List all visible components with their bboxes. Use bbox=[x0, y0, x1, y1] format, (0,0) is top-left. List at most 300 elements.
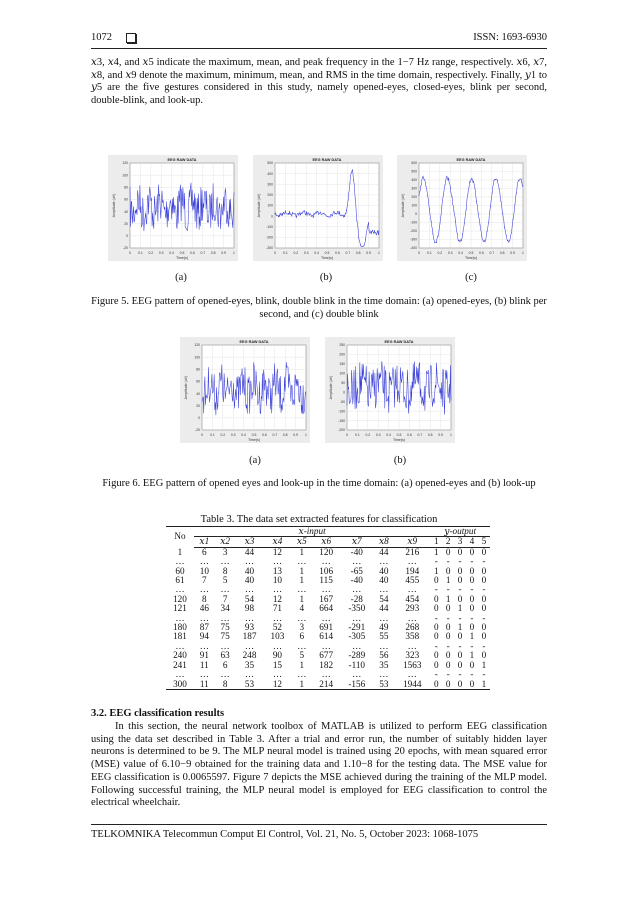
table-cell: - bbox=[434, 669, 438, 680]
table-cell: 6 bbox=[299, 631, 305, 642]
x-tick-label: 0.9 bbox=[438, 433, 443, 437]
table-cell: 216 bbox=[405, 546, 420, 557]
table-cell: 0 bbox=[433, 603, 439, 614]
table-cell: 120 bbox=[319, 546, 334, 557]
table-cell: 15 bbox=[272, 659, 283, 670]
x-tick-label: 0.2 bbox=[293, 251, 299, 255]
y-tick-label: 60 bbox=[124, 197, 128, 202]
table-cell: 240 bbox=[173, 650, 187, 661]
x-tick-label: 0.4 bbox=[241, 433, 246, 437]
table-cell: 1 bbox=[457, 603, 463, 614]
y-tick-label: -200 bbox=[266, 235, 273, 240]
x-tick-label: 0.5 bbox=[251, 433, 257, 437]
table-cell: … bbox=[272, 584, 283, 595]
table-cell: 6 bbox=[202, 546, 207, 557]
table-cell: … bbox=[352, 640, 362, 651]
table-cell: 55 bbox=[379, 631, 389, 642]
table-cell: … bbox=[297, 556, 307, 567]
table-cell: 10 bbox=[272, 575, 283, 586]
x-axis-label: Time(s) bbox=[320, 256, 334, 260]
table-cell: 1 bbox=[433, 565, 439, 576]
table-cell: 0 bbox=[442, 680, 454, 690]
table3-input-group: 𝑥-input bbox=[194, 527, 430, 537]
table-cell: … bbox=[220, 612, 230, 623]
y-tick-label: 80 bbox=[196, 367, 200, 372]
table-cell: … bbox=[272, 640, 283, 651]
table-cell: … bbox=[244, 640, 255, 651]
table-cell: 0 bbox=[469, 659, 475, 670]
table-cell: … bbox=[379, 640, 389, 651]
table-cell: - bbox=[446, 584, 450, 595]
y-tick-label: 120 bbox=[122, 161, 128, 166]
table-cell: 52 bbox=[272, 622, 283, 633]
y-tick-label: 50 bbox=[341, 380, 345, 385]
x-tick-label: 0.4 bbox=[169, 251, 174, 255]
table-cell: 268 bbox=[405, 622, 420, 633]
y-tick-label: -20 bbox=[123, 246, 128, 251]
x-tick-label: 0.4 bbox=[314, 251, 319, 255]
y-axis-label: Amplitude (uV) bbox=[401, 193, 405, 218]
table-cell: 63 bbox=[220, 650, 230, 661]
table-cell: - bbox=[446, 669, 450, 680]
figure5-label-a: (a) bbox=[175, 272, 187, 283]
table-cell: 121 bbox=[173, 603, 187, 614]
figure6-label-b: (b) bbox=[393, 455, 407, 466]
table-cell: 11 bbox=[199, 659, 209, 670]
table-cell: … bbox=[321, 584, 331, 595]
y-tick-label: 80 bbox=[124, 185, 128, 190]
table-cell: 71 bbox=[272, 603, 283, 614]
table-cell: … bbox=[352, 612, 362, 623]
x-tick-label: 0.8 bbox=[499, 251, 505, 255]
figure5-caption: Figure 5. EEG pattern of opened-eyes, blink, double blink in the time domain: (a) opened-eyes, (b) blink per second, and (c) double blink bbox=[91, 296, 547, 320]
table-cell: 35 bbox=[244, 659, 255, 670]
table-cell: … bbox=[199, 669, 209, 680]
table-cell: 35 bbox=[379, 659, 389, 670]
figure5-label-b: (b) bbox=[319, 272, 333, 283]
table-cell: 300 bbox=[166, 680, 194, 690]
y-tick-label: 0 bbox=[343, 390, 345, 395]
x-tick-label: 0.2 bbox=[148, 251, 154, 255]
table-cell: 0 bbox=[457, 659, 463, 670]
table-cell: - bbox=[458, 612, 462, 623]
square-icon bbox=[126, 33, 136, 43]
table-cell: 8 bbox=[215, 680, 236, 690]
y-tick-label: -300 bbox=[410, 237, 417, 242]
x-tick-label: 1 bbox=[305, 433, 307, 437]
table-cell: 0 bbox=[433, 622, 439, 633]
y-tick-label: 0 bbox=[126, 234, 128, 239]
table-cell: … bbox=[175, 584, 185, 595]
y-axis-label: Amplitude (uV) bbox=[112, 193, 116, 218]
table-cell: 1 bbox=[291, 680, 312, 690]
table-cell: -156 bbox=[340, 680, 373, 690]
table-cell: 5 bbox=[222, 575, 228, 586]
table-cell: 34 bbox=[220, 603, 230, 614]
table3-output-group: 𝑦-output bbox=[430, 527, 490, 537]
table-cell: … bbox=[297, 669, 307, 680]
table-cell: 0 bbox=[481, 650, 487, 661]
table3-col-header: 4 bbox=[466, 537, 478, 547]
table-cell: 182 bbox=[319, 659, 334, 670]
table-cell: … bbox=[220, 640, 230, 651]
x-tick-label: 0.3 bbox=[158, 251, 164, 255]
plot-title: EEG RAW DATA bbox=[384, 340, 414, 344]
table-cell: 7 bbox=[222, 593, 228, 604]
table3-col-header: 5 bbox=[478, 537, 490, 547]
table-cell: 0 bbox=[445, 603, 451, 614]
table-cell: - bbox=[458, 584, 462, 595]
table-cell: 0 bbox=[433, 575, 439, 586]
figure6-panel-b bbox=[325, 337, 455, 448]
eeg-plot bbox=[325, 337, 455, 443]
table-cell: 1 bbox=[433, 546, 439, 557]
figure5-panel-b bbox=[253, 155, 383, 266]
table-cell: - bbox=[470, 640, 474, 651]
table-cell: 40 bbox=[244, 575, 255, 586]
table-cell: 241 bbox=[173, 659, 187, 670]
table-cell: … bbox=[352, 556, 362, 567]
table-cell: 8 bbox=[202, 593, 207, 604]
y-tick-label: 20 bbox=[124, 221, 128, 226]
table-cell: 13 bbox=[272, 565, 283, 576]
table-cell: 0 bbox=[445, 565, 451, 576]
table-cell: 1 bbox=[457, 622, 463, 633]
table-cell: 75 bbox=[220, 622, 230, 633]
table-cell: 0 bbox=[445, 650, 451, 661]
x-tick-label: 0.2 bbox=[220, 433, 226, 437]
table-cell: - bbox=[434, 612, 438, 623]
table-cell: - bbox=[482, 584, 486, 595]
table-cell: - bbox=[470, 612, 474, 623]
table-cell: 0 bbox=[457, 650, 463, 661]
table-cell: 53 bbox=[236, 680, 264, 690]
table-cell: 120 bbox=[173, 593, 187, 604]
table-cell: 167 bbox=[319, 593, 334, 604]
table-cell: … bbox=[407, 612, 417, 623]
table3-col-header: 𝑥1 bbox=[194, 537, 215, 547]
y-tick-label: 100 bbox=[339, 371, 345, 376]
table-cell: … bbox=[199, 612, 209, 623]
table3-col-header: 𝑥8 bbox=[373, 537, 394, 547]
table-cell: 12 bbox=[263, 680, 291, 690]
eeg-plot bbox=[108, 155, 238, 261]
table-cell: 0 bbox=[433, 593, 439, 604]
table-cell: 1 bbox=[481, 659, 487, 670]
table-cell: … bbox=[244, 612, 255, 623]
page-footer: TELKOMNIKA Telecommun Comput El Control, Vol. 21, No. 5, October 2023: 1068-1075 bbox=[91, 829, 479, 840]
table-cell: … bbox=[272, 669, 283, 680]
table-cell: … bbox=[199, 584, 209, 595]
table-cell: - bbox=[482, 556, 486, 567]
table-cell: 44 bbox=[379, 603, 389, 614]
x-tick-label: 0.9 bbox=[221, 251, 226, 255]
table-cell: 293 bbox=[405, 603, 420, 614]
table-cell: -40 bbox=[350, 575, 363, 586]
y-axis-label: Amplitude (uV) bbox=[329, 375, 333, 400]
y-tick-label: 60 bbox=[196, 379, 200, 384]
y-tick-label: -20 bbox=[195, 428, 200, 433]
section-heading: 3.2. EEG classification results bbox=[91, 708, 225, 719]
table-cell: 115 bbox=[319, 575, 333, 586]
table-cell: … bbox=[220, 584, 230, 595]
x-tick-label: 0.1 bbox=[210, 433, 215, 437]
table-cell: 44 bbox=[379, 546, 389, 557]
y-tick-label: 0 bbox=[415, 212, 417, 217]
table-cell: 614 bbox=[319, 631, 334, 642]
table-cell: 0 bbox=[430, 680, 442, 690]
table-cell: … bbox=[175, 669, 185, 680]
table-cell: -289 bbox=[348, 650, 366, 661]
x-tick-label: 0.8 bbox=[427, 433, 433, 437]
table-cell: 1 bbox=[299, 546, 305, 557]
table3-col-header: 𝑥7 bbox=[340, 537, 373, 547]
y-tick-label: 100 bbox=[194, 355, 200, 360]
y-tick-label: 100 bbox=[122, 173, 128, 178]
table-cell: 0 bbox=[481, 546, 487, 557]
table-cell: 677 bbox=[319, 650, 334, 661]
x-tick-label: 0.7 bbox=[345, 251, 351, 255]
table-cell: 455 bbox=[405, 575, 420, 586]
x-tick-label: 0 bbox=[274, 251, 276, 255]
table-cell: - bbox=[482, 612, 486, 623]
table-cell: - bbox=[434, 584, 438, 595]
table-cell: 0 bbox=[433, 659, 439, 670]
table-cell: 0 bbox=[481, 603, 487, 614]
table-cell: 106 bbox=[319, 565, 334, 576]
table-cell: - bbox=[482, 669, 486, 680]
table-cell: 0 bbox=[445, 659, 451, 670]
table3 bbox=[166, 526, 490, 690]
table-cell: 44 bbox=[244, 546, 255, 557]
table-row bbox=[166, 680, 490, 690]
table-cell: 323 bbox=[405, 650, 420, 661]
table-cell: … bbox=[297, 612, 307, 623]
table-cell: 12 bbox=[272, 593, 283, 604]
y-tick-label: -100 bbox=[266, 224, 273, 229]
x-tick-label: 0.4 bbox=[458, 251, 463, 255]
table-cell: 0 bbox=[481, 565, 487, 576]
table-cell: 0 bbox=[445, 622, 451, 633]
table-cell: … bbox=[407, 556, 417, 567]
x-tick-label: 1 bbox=[450, 433, 452, 437]
table-cell: - bbox=[458, 556, 462, 567]
footer-rule bbox=[91, 824, 547, 825]
table-cell: 0 bbox=[469, 565, 475, 576]
y-axis-label: Amplitude (uV) bbox=[257, 193, 261, 218]
table-cell: 103 bbox=[270, 631, 285, 642]
table-cell: … bbox=[297, 584, 307, 595]
y-tick-label: -100 bbox=[338, 409, 345, 414]
table-cell: - bbox=[470, 556, 474, 567]
table-cell: 214 bbox=[312, 680, 340, 690]
table-cell: … bbox=[352, 584, 362, 595]
table-cell: 664 bbox=[319, 603, 334, 614]
table-cell: -28 bbox=[350, 593, 363, 604]
x-tick-label: 0.3 bbox=[230, 433, 236, 437]
table-cell: 3 bbox=[222, 546, 228, 557]
table-cell: … bbox=[407, 640, 417, 651]
table-cell: 1 bbox=[299, 593, 305, 604]
plot-title: EEG RAW DATA bbox=[312, 158, 342, 162]
table-cell: 40 bbox=[379, 575, 389, 586]
plot-title: EEG RAW DATA bbox=[456, 158, 486, 162]
x-tick-label: 0.7 bbox=[200, 251, 206, 255]
table-cell: … bbox=[379, 556, 389, 567]
y-tick-label: 250 bbox=[339, 343, 345, 348]
table-cell: 0 bbox=[457, 575, 463, 586]
y-tick-label: -50 bbox=[340, 399, 345, 404]
table-cell: 0 bbox=[481, 593, 487, 604]
x-axis-label: Time(s) bbox=[392, 438, 406, 442]
y-tick-label: -300 bbox=[266, 246, 273, 251]
x-tick-label: 0.6 bbox=[262, 433, 267, 437]
x-tick-label: 0.3 bbox=[375, 433, 381, 437]
table-cell: 0 bbox=[433, 631, 439, 642]
x-tick-label: 0.5 bbox=[324, 251, 330, 255]
table-cell: 10 bbox=[199, 565, 209, 576]
x-tick-label: 0.2 bbox=[365, 433, 371, 437]
table-cell: … bbox=[352, 669, 362, 680]
x-axis-label: Time(s) bbox=[464, 256, 478, 260]
x-tick-label: 0.6 bbox=[479, 251, 484, 255]
table-cell: 1944 bbox=[394, 680, 430, 690]
figure5-label-c: (c) bbox=[465, 272, 477, 283]
y-tick-label: 200 bbox=[339, 352, 345, 357]
y-tick-label: 0 bbox=[271, 214, 273, 219]
table-cell: 54 bbox=[244, 593, 255, 604]
table-cell: … bbox=[175, 612, 185, 623]
x-tick-label: 0.6 bbox=[335, 251, 340, 255]
y-tick-label: 0 bbox=[198, 416, 200, 421]
table-cell: 11 bbox=[194, 680, 215, 690]
x-tick-label: 0.8 bbox=[210, 251, 216, 255]
table-cell: 0 bbox=[445, 631, 451, 642]
y-tick-label: 400 bbox=[267, 171, 273, 176]
table-cell: 53 bbox=[373, 680, 394, 690]
y-tick-label: 400 bbox=[411, 178, 417, 183]
table-cell: 61 bbox=[175, 575, 185, 586]
y-tick-label: 20 bbox=[196, 403, 200, 408]
table-cell: 0 bbox=[469, 546, 475, 557]
table-cell: … bbox=[321, 669, 331, 680]
y-tick-label: -150 bbox=[338, 418, 345, 423]
table-cell: 454 bbox=[405, 593, 420, 604]
x-tick-label: 0.7 bbox=[272, 433, 278, 437]
table-cell: 0 bbox=[433, 650, 439, 661]
table3-title: Table 3. The data set extracted features for classification bbox=[200, 514, 438, 525]
table-cell: 6 bbox=[222, 659, 228, 670]
table-cell: 0 bbox=[481, 575, 487, 586]
x-tick-label: 0.5 bbox=[396, 433, 402, 437]
table-cell: … bbox=[220, 556, 230, 567]
y-tick-label: 120 bbox=[194, 343, 200, 348]
x-tick-label: 0.3 bbox=[447, 251, 453, 255]
table-cell: 94 bbox=[199, 631, 209, 642]
x-tick-label: 0.1 bbox=[355, 433, 360, 437]
x-tick-label: 1 bbox=[233, 251, 235, 255]
table3-no-header: No bbox=[166, 527, 194, 548]
table-cell: -65 bbox=[350, 565, 363, 576]
table-cell: 91 bbox=[199, 650, 209, 661]
table3-col-header: 2 bbox=[442, 537, 454, 547]
table3-col-header: 𝑥9 bbox=[394, 537, 430, 547]
table-cell: 0 bbox=[457, 631, 463, 642]
table-cell: 56 bbox=[379, 650, 389, 661]
table-cell: 1 bbox=[445, 575, 451, 586]
table-cell: … bbox=[407, 584, 417, 595]
y-tick-label: -200 bbox=[410, 229, 417, 234]
table-cell: 93 bbox=[244, 622, 255, 633]
x-tick-label: 0.4 bbox=[386, 433, 391, 437]
header-rule bbox=[91, 48, 547, 49]
table-cell: … bbox=[175, 556, 185, 567]
table-cell: 46 bbox=[199, 603, 209, 614]
table-cell: 1 bbox=[478, 680, 490, 690]
x-tick-label: 0.1 bbox=[283, 251, 288, 255]
y-tick-label: -400 bbox=[410, 246, 417, 251]
x-tick-label: 0.8 bbox=[355, 251, 361, 255]
x-tick-label: 0.3 bbox=[303, 251, 309, 255]
table3-col-header: 𝑥3 bbox=[236, 537, 264, 547]
table-cell: … bbox=[199, 640, 209, 651]
table-cell: 60 bbox=[175, 565, 185, 576]
y-tick-label: 300 bbox=[267, 182, 273, 187]
table-cell: - bbox=[446, 640, 450, 651]
y-tick-label: 200 bbox=[267, 193, 273, 198]
y-tick-label: 600 bbox=[411, 161, 417, 166]
x-tick-label: 0.8 bbox=[282, 433, 288, 437]
table-cell: 0 bbox=[469, 593, 475, 604]
intro-paragraph: 𝑥3, 𝑥4, and 𝑥5 indicate the maximum, mean, and peak frequency in the 1−7 Hz range, respectively. 𝑥6, 𝑥7, 𝑥8, and 𝑥9 denote the maximum, minimum, mean, and RMS in the time domain, respectively. Finally, 𝑦1 to 𝑦5 are the five gestures considered in this study, namely opened-eyes, closed-eyes, blink per second, double-blink, and look-up. bbox=[91, 57, 547, 107]
table-cell: 54 bbox=[379, 593, 389, 604]
table-cell: … bbox=[272, 556, 283, 567]
figure6-panel-a bbox=[180, 337, 310, 448]
table-cell: 0 bbox=[469, 622, 475, 633]
plot-title: EEG RAW DATA bbox=[167, 158, 197, 162]
table3-col-header: 𝑥5 bbox=[291, 537, 312, 547]
x-tick-label: 0.9 bbox=[293, 433, 298, 437]
table-cell: … bbox=[321, 612, 331, 623]
table-cell: 0 bbox=[469, 575, 475, 586]
table-cell: 0 bbox=[466, 680, 478, 690]
table-cell: 691 bbox=[319, 622, 334, 633]
plot-title: EEG RAW DATA bbox=[239, 340, 269, 344]
table-cell: 0 bbox=[469, 603, 475, 614]
y-tick-label: 200 bbox=[411, 195, 417, 200]
y-tick-label: 500 bbox=[267, 161, 273, 166]
x-tick-label: 0 bbox=[418, 251, 420, 255]
table-cell: … bbox=[244, 556, 255, 567]
table-cell: 1 bbox=[469, 650, 475, 661]
table-cell: 1 bbox=[299, 659, 305, 670]
table-cell: 12 bbox=[272, 546, 283, 557]
figure6-label-a: (a) bbox=[249, 455, 261, 466]
table-cell: … bbox=[244, 584, 255, 595]
table-cell: 187 bbox=[242, 631, 257, 642]
table-cell: 1563 bbox=[403, 659, 422, 670]
y-axis-label: Amplitude (uV) bbox=[184, 375, 188, 400]
table-cell: 0 bbox=[457, 565, 463, 576]
table-cell: -305 bbox=[348, 631, 366, 642]
table-cell: … bbox=[407, 669, 417, 680]
eeg-plot bbox=[253, 155, 383, 261]
table-cell: 87 bbox=[199, 622, 209, 633]
figure5-panel-a bbox=[108, 155, 238, 266]
table-cell: … bbox=[321, 640, 331, 651]
table3-col-header: 3 bbox=[454, 537, 466, 547]
table-cell: 0 bbox=[454, 680, 466, 690]
